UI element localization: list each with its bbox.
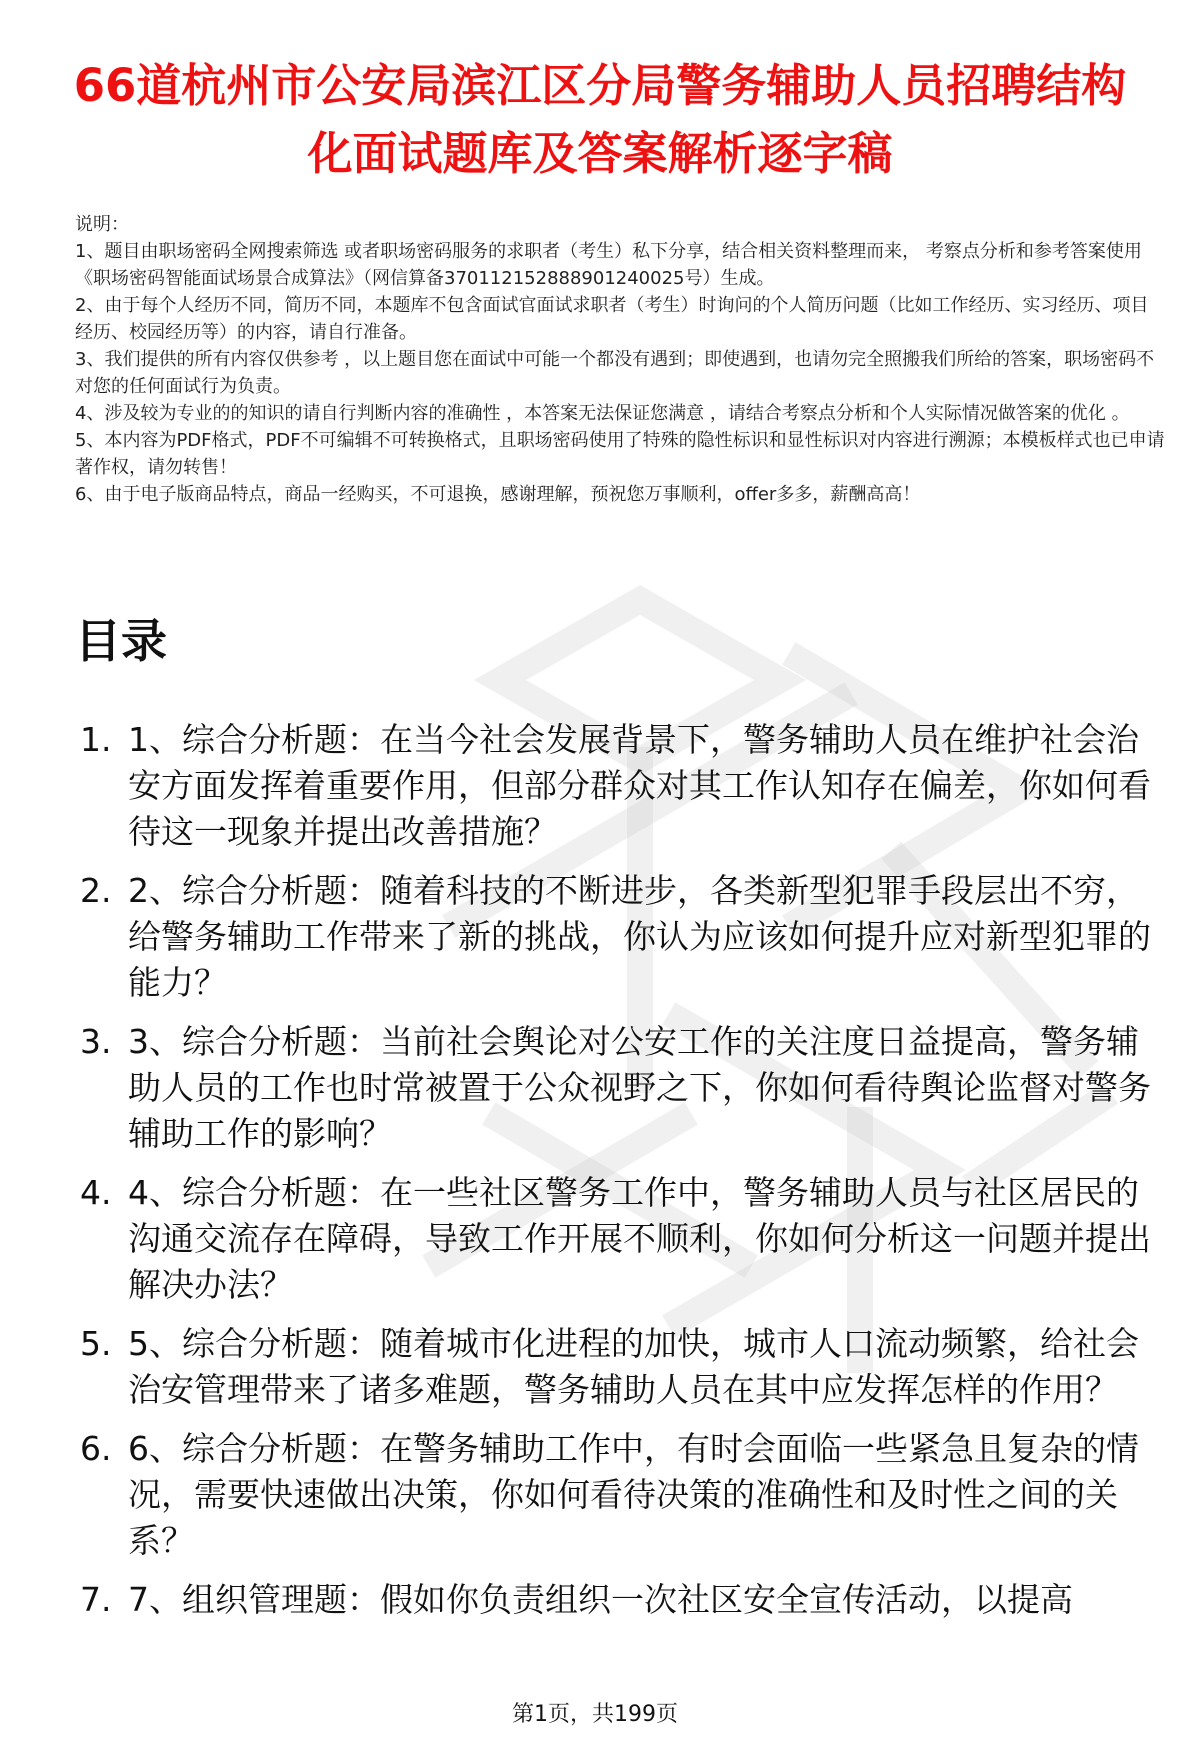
toc-item[interactable] xyxy=(0,1019,1168,1157)
toc-item-text: 3、综合分析题：当前社会舆论对公安工作的关注度日益提高，警务辅助人员的工作也时常被置于公众视野之下，你如何看待舆论监督对警务辅助工作的影响？ xyxy=(128,1022,1151,1153)
toc-heading: 目录 xyxy=(75,614,167,668)
toc-item-number: 4. xyxy=(80,1173,112,1212)
toc-item[interactable] xyxy=(0,717,1168,855)
toc-item[interactable] xyxy=(0,1426,1168,1564)
disclaimer-notes xyxy=(75,211,1165,508)
toc-item-text: 7、组织管理题：假如你负责组织一次社区安全宣传活动，以提高 xyxy=(128,1580,1073,1619)
toc-item-text: 4、综合分析题：在一些社区警务工作中，警务辅助人员与社区居民的沟通交流存在障碍，导致工作开展不顺利，你如何分析这一问题并提出解决办法？ xyxy=(128,1173,1151,1304)
toc-item-number: 5. xyxy=(80,1324,112,1363)
toc-item[interactable] xyxy=(0,1321,1168,1413)
toc-item-text: 6、综合分析题：在警务辅助工作中，有时会面临一些紧急且复杂的情况，需要快速做出决策，你如何看待决策的准确性和及时性之间的关系？ xyxy=(128,1429,1139,1560)
toc-item-number: 2. xyxy=(80,871,112,910)
note-item: 2、由于每个人经历不同，简历不同，本题库不包含面试官面试求职者（考生）时询问的个人简历问题（比如工作经历、实习经历、项目经历、校园经历等）的内容，请自行准备。 xyxy=(75,295,1149,343)
document-title: 66道杭州市公安局滨江区分局警务辅助人员招聘结构化面试题库及答案解析逐字稿 xyxy=(73,59,1127,180)
note-item: 3、我们提供的所有内容仅供参考 ，以上题目您在面试中可能一个都没有遇到；即使遇到，也请勿完全照搬我们所给的答案，职场密码不对您的任何面试行为负责。 xyxy=(75,349,1155,397)
notes-heading: 说明： xyxy=(75,214,129,235)
toc-item-text: 2、综合分析题：随着科技的不断进步，各类新型犯罪手段层出不穷，给警务辅助工作带来了新的挑战，你认为应该如何提升应对新型犯罪的能力？ xyxy=(128,871,1151,1002)
page-footer: 第1页，共199页 xyxy=(512,1702,678,1727)
toc-item-number: 7. xyxy=(80,1580,112,1619)
toc-item-number: 1. xyxy=(80,720,112,759)
toc-item[interactable] xyxy=(0,1170,1168,1308)
note-item: 6、由于电子版商品特点，商品一经购买，不可退换，感谢理解，预祝您万事顺利，offer多多，薪酬高高！ xyxy=(75,484,921,505)
note-item: 1、题目由职场密码全网搜索筛选 或者职场密码服务的求职者（考生）私下分享，结合相关资料整理而来， 考察点分析和参考答案使用《职场密码智能面试场景合成算法》（网信算备370112152888901240025号）生成。 xyxy=(75,241,1142,289)
note-item: 5、本内容为PDF格式，PDF不可编辑不可转换格式，且职场密码使用了特殊的隐性标识和显性标识对内容进行溯源；本模板样式也已申请著作权，请勿转售！ xyxy=(75,430,1165,478)
toc-item-text: 1、综合分析题：在当今社会发展背景下，警务辅助人员在维护社会治安方面发挥着重要作用，但部分群众对其工作认知存在偏差，你如何看待这一现象并提出改善措施？ xyxy=(128,720,1151,851)
toc-item[interactable] xyxy=(0,868,1168,1006)
toc-item[interactable] xyxy=(0,1577,1168,1623)
toc-item-text: 5、综合分析题：随着城市化进程的加快，城市人口流动频繁，给社会治安管理带来了诸多难题，警务辅助人员在其中应发挥怎样的作用？ xyxy=(128,1324,1139,1409)
table-of-contents xyxy=(0,717,1190,1636)
toc-item-number: 3. xyxy=(80,1022,112,1061)
toc-item-number: 6. xyxy=(80,1429,112,1468)
note-item: 4、涉及较为专业的的知识的请自行判断内容的准确性 ，本答案无法保证您满意 ，请结合考察点分析和个人实际情况做答案的优化 。 xyxy=(75,403,1130,424)
